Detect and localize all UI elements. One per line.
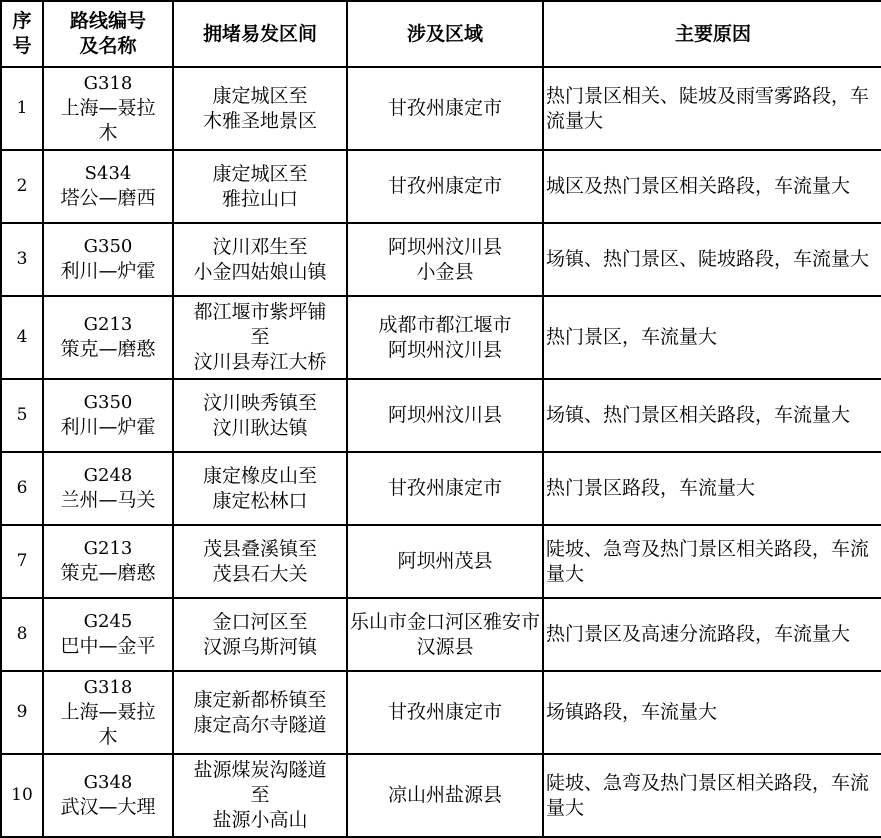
area-cell: 甘孜州康定市 <box>347 150 543 223</box>
row-index: 9 <box>1 671 43 754</box>
row-index: 1 <box>1 67 43 150</box>
table-row <box>1 223 881 296</box>
reason-cell: 热门景区及高速分流路段，车流量大 <box>543 598 881 671</box>
area-cell: 阿坝州茂县 <box>347 525 543 598</box>
table-row <box>1 598 881 671</box>
section-cell: 康定新都桥镇至 康定高尔寺隧道 <box>173 671 347 754</box>
reason-cell: 热门景区相关、陡坡及雨雪雾路段，车流量大 <box>543 67 881 150</box>
section-cell: 康定城区至 雅拉山口 <box>173 150 347 223</box>
area-cell: 阿坝州汶川县 小金县 <box>347 223 543 296</box>
table-row <box>1 296 881 379</box>
route-code: G213 <box>83 314 133 335</box>
table-row <box>1 525 881 598</box>
table-row <box>1 452 881 525</box>
table-row <box>1 754 881 837</box>
header-reason: 主要原因 <box>543 1 881 67</box>
reason-cell: 城区及热门景区相关路段，车流量大 <box>543 150 881 223</box>
route-name: 利川—炉霍 <box>60 416 156 438</box>
route-cell <box>43 452 173 525</box>
route-name: 武汉—大理 <box>60 796 156 818</box>
route-name: 上海—聂拉 木 <box>60 700 156 748</box>
route-cell <box>43 671 173 754</box>
section-cell: 汶川映秀镇至 汶川耿达镇 <box>173 379 347 452</box>
route-cell <box>43 150 173 223</box>
route-cell <box>43 754 173 837</box>
table-row <box>1 671 881 754</box>
route-cell <box>43 379 173 452</box>
row-index: 5 <box>1 379 43 452</box>
header-area: 涉及区域 <box>347 1 543 67</box>
route-code: S434 <box>84 163 132 184</box>
route-name: 策克—磨憨 <box>60 338 156 360</box>
section-cell: 金口河区至 汉源乌斯河镇 <box>173 598 347 671</box>
section-cell: 盐源煤炭沟隧道 至 盐源小高山 <box>173 754 347 837</box>
area-cell: 甘孜州康定市 <box>347 452 543 525</box>
route-cell <box>43 67 173 150</box>
route-code: G248 <box>83 465 133 486</box>
route-code: G350 <box>83 236 133 257</box>
reason-cell: 场镇、热门景区、陡坡路段，车流量大 <box>543 223 881 296</box>
route-code: G350 <box>83 392 133 413</box>
route-cell <box>43 598 173 671</box>
route-name: 兰州—马关 <box>60 489 156 511</box>
route-code: G318 <box>83 72 133 94</box>
route-name: 巴中—金平 <box>60 635 156 657</box>
route-name: 策克—磨憨 <box>60 562 156 584</box>
route-code: G245 <box>83 611 133 632</box>
route-name: 上海—聂拉 木 <box>60 96 156 144</box>
section-cell: 康定橡皮山至 康定松林口 <box>173 452 347 525</box>
table-row <box>1 67 881 150</box>
reason-cell: 热门景区路段，车流量大 <box>543 452 881 525</box>
row-index: 7 <box>1 525 43 598</box>
route-cell <box>43 525 173 598</box>
route-cell <box>43 296 173 379</box>
route-name: 塔公—磨西 <box>60 187 156 209</box>
area-cell: 阿坝州汶川县 <box>347 379 543 452</box>
area-cell: 凉山州盐源县 <box>347 754 543 837</box>
section-cell: 汶川邓生至 小金四姑娘山镇 <box>173 223 347 296</box>
route-code: G213 <box>83 538 133 559</box>
route-code: G348 <box>83 772 133 793</box>
table-row <box>1 379 881 452</box>
area-cell: 成都市都江堰市 阿坝州汶川县 <box>347 296 543 379</box>
header-section: 拥堵易发区间 <box>173 1 347 67</box>
header-row <box>1 1 881 67</box>
section-cell: 茂县叠溪镇至 茂县石大关 <box>173 525 347 598</box>
route-name: 利川—炉霍 <box>60 260 156 282</box>
row-index: 8 <box>1 598 43 671</box>
section-cell: 康定城区至 木雅圣地景区 <box>173 67 347 150</box>
row-index: 2 <box>1 150 43 223</box>
area-cell: 甘孜州康定市 <box>347 671 543 754</box>
row-index: 10 <box>1 754 43 837</box>
reason-cell: 陡坡、急弯及热门景区相关路段，车流量大 <box>543 525 881 598</box>
reason-cell: 场镇路段，车流量大 <box>543 671 881 754</box>
row-index: 4 <box>1 296 43 379</box>
section-cell: 都江堰市紫坪铺 至 汶川县寿江大桥 <box>173 296 347 379</box>
route-cell <box>43 223 173 296</box>
reason-cell: 陡坡、急弯及热门景区相关路段，车流量大 <box>543 754 881 837</box>
route-code: G318 <box>83 676 133 698</box>
row-index: 3 <box>1 223 43 296</box>
header-index: 序 号 <box>1 1 43 67</box>
area-cell: 甘孜州康定市 <box>347 67 543 150</box>
table-row <box>1 150 881 223</box>
reason-cell: 场镇、热门景区相关路段，车流量大 <box>543 379 881 452</box>
row-index: 6 <box>1 452 43 525</box>
header-route: 路线编号 及名称 <box>43 1 173 67</box>
reason-cell: 热门景区，车流量大 <box>543 296 881 379</box>
area-cell: 乐山市金口河区雅安市汉源县 <box>347 598 543 671</box>
